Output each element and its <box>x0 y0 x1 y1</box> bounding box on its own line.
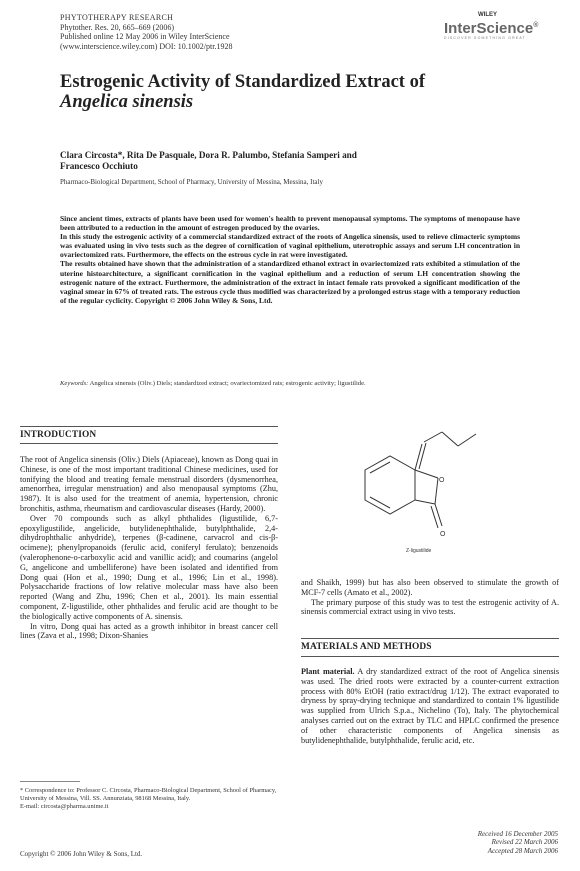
affiliation: Pharmaco-Biological Department, School of Pharmacy, University of Messina, Messina, Italy <box>60 178 323 186</box>
title-line-1: Estrogenic Activity of Standardized Extract of <box>60 72 425 92</box>
ligustilide-structure <box>330 420 480 560</box>
body-paragraph: The root of Angelica sinensis (Oliv.) Diels (Apiaceae), known as Dong quai in Chinese, is one of the most important traditional Chinese medicines, used for tonifying the blood and treating female menstrual disorders (dysmenorrhea, amenorrhea, irregular menstruation) and also menopausal symptoms (Zhu, 1987). It is also used for the treatment of anemia, hypertension, chronic bronchitis, asthma, rheumatism and cardiovascular diseases (Hardy, 2000). <box>20 455 278 513</box>
title-line-2: Angelica sinensis <box>60 92 194 112</box>
footnote-address: * Correspondence to: Professor C. Circosta, Pharmaco-Biological Department, School of Pharmacy, University of Messina, Vill. SS. Annunziata, 98168 Messina, Italy. <box>20 787 277 802</box>
body-paragraph: Over 70 compounds such as alkyl phthalides (ligustilide, 6,7-epoxyligustilide, angelicide, butylidenephthalide, butylphthalide, 2,4-dihydrophthalic anhydride), terpenes (β-cadinene, carvacrol and cis-β-ocimene); phenylpropanoids (ferulic acid, coniferyl ferulato); benzenoids (valerophenone-o-carboxylic acid and vanillic acid); and coumarins (angelol G, angelicone and umbelliferone) have been isolated and identified from Dong quai (Hon et al., 1990; Dung et al., 1996; Lin et al., 1998). Polysaccharide fractions of low relative molecular mass have also been reported (Wang and Zhu, 1996; Chen et al., 2001). Its main essential component, Z-ligustilide, other phthalides and ferulic acid are thought to be the biologically active components of A. sinensis. <box>20 513 278 621</box>
structure-caption: Z-ligustilide <box>406 548 432 554</box>
section-rule <box>20 443 278 444</box>
keywords-text: Angelica sinensis (Oliv.) Diels; standardized extract; ovariectomized rats; estrogenic activity; ligustilide. <box>89 380 366 387</box>
introduction-heading: INTRODUCTION <box>20 430 97 440</box>
author-list <box>60 150 500 172</box>
methods-body <box>301 667 559 745</box>
journal-name: PHYTOTHERAPY RESEARCH <box>60 13 174 22</box>
running-header <box>60 13 232 51</box>
methods-text: A dry standardized extract of the root of Angelica sinensis was used. The dried roots were extracted by a counter-current extraction process with 80% EtOH (ratio extract/drug 1/12). The extract evaporated to dryness by spray-drying technique and standardized to contain 1% ligustilide was supplied from Ulrich S.p.a., Nichelino (To), Italy. The phytochemical analyses carried out on the extract by TLC and HPLC confirmed the presence of other characteristic components of Angelica sinensis as butylidenephthalide, butylphthalide, ferulic acid, etc. <box>301 667 559 745</box>
authors-line-2: Francesco Occhiuto <box>60 161 138 171</box>
keywords-label: Keywords: <box>60 380 89 387</box>
section-rule <box>20 426 278 427</box>
interscience-wordmark: InterScience <box>444 20 534 37</box>
footnote-email[interactable]: E-mail: circosta@pharma.unime.it <box>20 802 109 810</box>
methods-heading: MATERIALS AND METHODS <box>301 642 432 652</box>
section-rule <box>301 656 559 657</box>
wiley-mark: WILEY <box>478 12 497 18</box>
run-in-heading: Plant material. <box>301 667 355 676</box>
copyright-notice: Copyright © 2006 John Wiley & Sons, Ltd. <box>20 850 143 858</box>
interscience-logo: WILEY InterScience® DISCOVER SOMETHING GREAT <box>444 12 552 46</box>
abstract-paragraph: In this study the estrogenic activity of a commercial standardized extract of the roots of Angelica sinensis, used to relieve climacteric symptoms was evaluated using in vivo tests such as the degree of cornification of vaginal epithelium, uterotrophic assays and serum LH concentration in ovariectomized rats. Furthermore, the effects on the estrous cycle in rat were investigated. <box>60 232 520 260</box>
authors-line-1: Clara Circosta*, Rita De Pasquale, Dora R. Palumbo, Stefania Samperi and <box>60 150 357 160</box>
received-date: Received 16 December 2005 <box>477 830 558 838</box>
abstract-paragraph: The results obtained have shown that the administration of a standardized ethanol extract in ovariectomized rats exhibited a stimulation of the uterine histoarchitecture, a significant cornification in the vaginal epithelium and a reduction of serum LH concentration showing the estrogenic nature of the extract. Furthermore, the administration of the extract in intact female rats provoked a significant modification of the vaginal smear in 67% of treated rats. The estrous cycle thus modified was characterized by a prolonged estrus stage with a temporary reduction of the regular cyclicity. Copyright © 2006 John Wiley & Sons, Ltd. <box>60 259 520 305</box>
revised-date: Revised 22 March 2006 <box>491 838 558 847</box>
abstract <box>60 214 520 305</box>
citation: Phytother. Res. 20, 665–669 (2006) <box>60 22 174 32</box>
published-line: Published online 12 May 2006 in Wiley InterScience <box>60 32 230 41</box>
doi-line[interactable]: (www.interscience.wiley.com) DOI: 10.1002/ptr.1928 <box>60 41 233 51</box>
logo-tagline: DISCOVER SOMETHING GREAT <box>444 36 527 40</box>
section-rule <box>301 638 559 639</box>
body-paragraph: and Shaikh, 1999) but has also been observed to stimulate the growth of MCF-7 cells (Amato et al., 2002). <box>301 578 559 597</box>
abstract-paragraph: Since ancient times, extracts of plants have been used for women's health to prevent menopausal symptoms. The symptoms of menopause have been attributed to a reduction in the amount of estrogen produced by the ovaries. <box>60 214 520 233</box>
introduction-body <box>20 455 278 641</box>
body-paragraph: In vitro, Dong quai has acted as a growth inhibitor in breast cancer cell lines (Zava et al., 1998; Dixon-Shanies <box>20 621 278 641</box>
keywords <box>60 380 366 387</box>
correspondence-footnote <box>20 787 278 810</box>
svg-text:O: O <box>440 531 446 538</box>
accepted-date: Accepted 28 March 2006 <box>487 846 558 855</box>
footnote-rule <box>20 781 80 782</box>
body-paragraph: The primary purpose of this study was to test the estrogenic activity of A. sinensis commercial extract using in vivo tests. <box>301 597 559 617</box>
right-column-body <box>301 578 559 617</box>
article-dates <box>478 830 558 855</box>
article-title <box>60 72 530 112</box>
svg-text:O: O <box>439 477 445 484</box>
